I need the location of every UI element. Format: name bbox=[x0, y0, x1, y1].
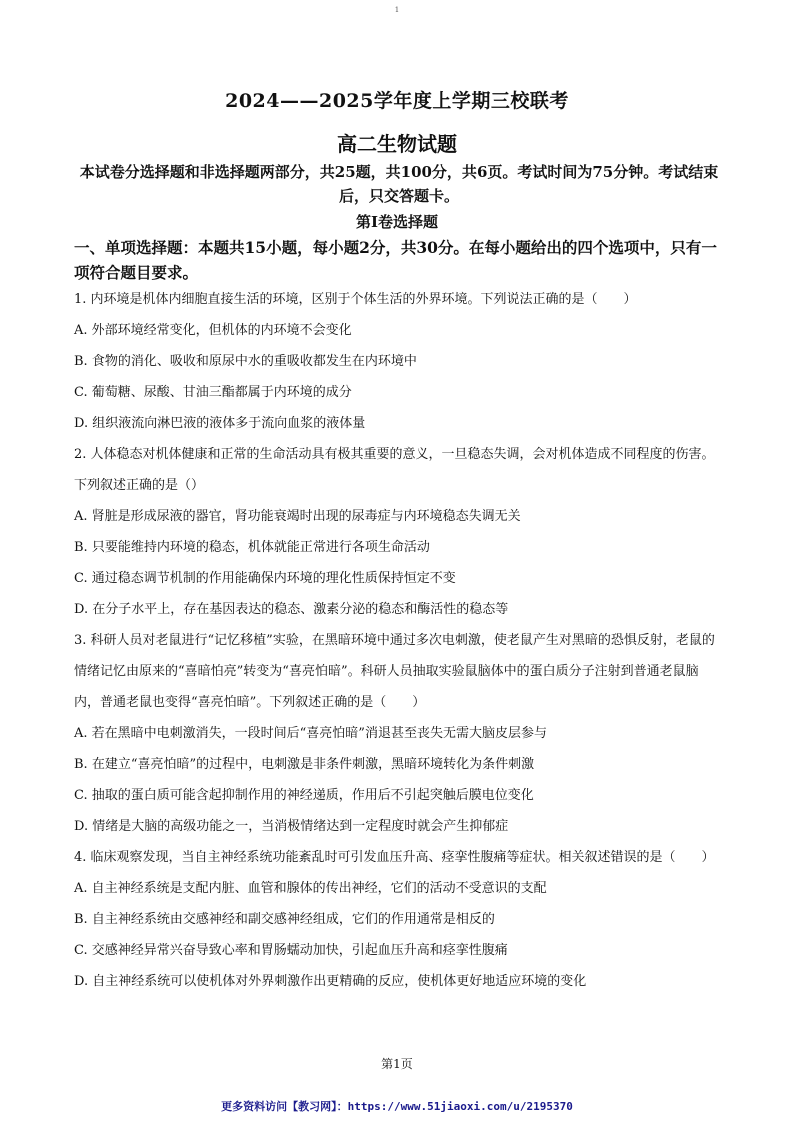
question-1 bbox=[74, 284, 724, 439]
question-stem: 4. 临床观察发现，当自主神经系统功能紊乱时可引发血压升高、痉挛性腹痛等症状。相关叙述错误的是（ ） bbox=[74, 850, 715, 865]
question-3 bbox=[74, 625, 724, 842]
section-title: 第Ⅰ卷选择题 bbox=[355, 213, 439, 231]
question-list bbox=[74, 284, 724, 997]
option-c: C. 交感神经异常兴奋导致心率和胃肠蠕动加快，引起血压升高和痉挛性腹痛 bbox=[74, 943, 508, 958]
option-d: D. 在分子水平上，存在基因表达的稳态、激素分泌的稳态和酶活性的稳态等 bbox=[74, 602, 509, 617]
option-b: B. 只要能维持内环境的稳态，机体就能正常进行各项生命活动 bbox=[74, 540, 430, 555]
question-4 bbox=[74, 842, 724, 997]
exam-title: 2024——2025学年度上学期三校联考 bbox=[225, 90, 569, 112]
option-d: D. 组织液流向淋巴液的液体多于流向血浆的液体量 bbox=[74, 416, 366, 431]
option-a: A. 若在黑暗中电刺激消失，一段时间后“喜亮怕暗”消退甚至丧失无需大脑皮层参与 bbox=[74, 726, 547, 741]
option-a: A. 自主神经系统是支配内脏、血管和腺体的传出神经，它们的活动不受意识的支配 bbox=[74, 881, 547, 896]
exam-subtitle: 高二生物试题 bbox=[337, 132, 457, 156]
option-a: A. 肾脏是形成尿液的器官，肾功能衰竭时出现的尿毒症与内环境稳态失调无关 bbox=[74, 509, 521, 524]
option-d: D. 情绪是大脑的高级功能之一，当消极情绪达到一定程度时就会产生抑郁症 bbox=[74, 819, 509, 834]
question-2 bbox=[74, 439, 724, 625]
question-stem: 1. 内环境是机体内细胞直接生活的环境，区别于个体生活的外界环境。下列说法正确的是（ ） bbox=[74, 292, 637, 307]
option-b: B. 自主神经系统由交感神经和副交感神经组成，它们的作用通常是相反的 bbox=[74, 912, 495, 927]
question-stem: 3. 科研人员对老鼠进行“记忆移植”实验，在黑暗环境中通过多次电刺激，使老鼠产生对黑暗的恐惧反射，老鼠的情绪记忆由原来的“喜暗怕亮”转变为“喜亮怕暗”。科研人员抽取实验鼠脑体中的蛋白质分子注射到普通老鼠脑内，普通老鼠也变得“喜亮怕暗”。下列叙述正确的是（ ） bbox=[74, 633, 715, 710]
page-number: 第1页 bbox=[381, 1057, 413, 1071]
option-d: D. 自主神经系统可以使机体对外界刺激作出更精确的反应，使机体更好地适应环境的变化 bbox=[74, 974, 587, 989]
question-stem: 2. 人体稳态对机体健康和正常的生命活动具有极其重要的意义，一旦稳态失调，会对机体造成不同程度的伤害。下列叙述正确的是（） bbox=[74, 447, 715, 493]
page-marker: 1 bbox=[394, 6, 400, 14]
option-c: C. 葡萄糖、尿酸、甘油三酯都属于内环境的成分 bbox=[74, 385, 352, 400]
option-b: B. 在建立“喜亮怕暗”的过程中，电刺激是非条件刺激，黑暗环境转化为条件刺激 bbox=[74, 757, 535, 772]
exam-instructions: 本试卷分选择题和非选择题两部分，共25题，共100分，共6页。考试时间为75分钟。考试结束后，只交答题卡。 bbox=[79, 163, 719, 205]
part-heading: 一、单项选择题：本题共15小题，每小题2分，共30分。在每小题给出的四个选项中，只有一项符合题目要求。 bbox=[74, 238, 717, 282]
option-a: A. 外部环境经常变化，但机体的内环境不会变化 bbox=[74, 323, 352, 338]
option-c: C. 通过稳态调节机制的作用能确保内环境的理化性质保持恒定不变 bbox=[74, 571, 456, 586]
option-c: C. 抽取的蛋白质可能含起抑制作用的神经递质，作用后不引起突触后膜电位变化 bbox=[74, 788, 534, 803]
option-b: B. 食物的消化、吸收和原尿中水的重吸收都发生在内环境中 bbox=[74, 354, 417, 369]
resource-link[interactable]: 更多资料访问【教习网】：https://www.51jiaoxi.com/u/2195370 bbox=[221, 1100, 573, 1113]
